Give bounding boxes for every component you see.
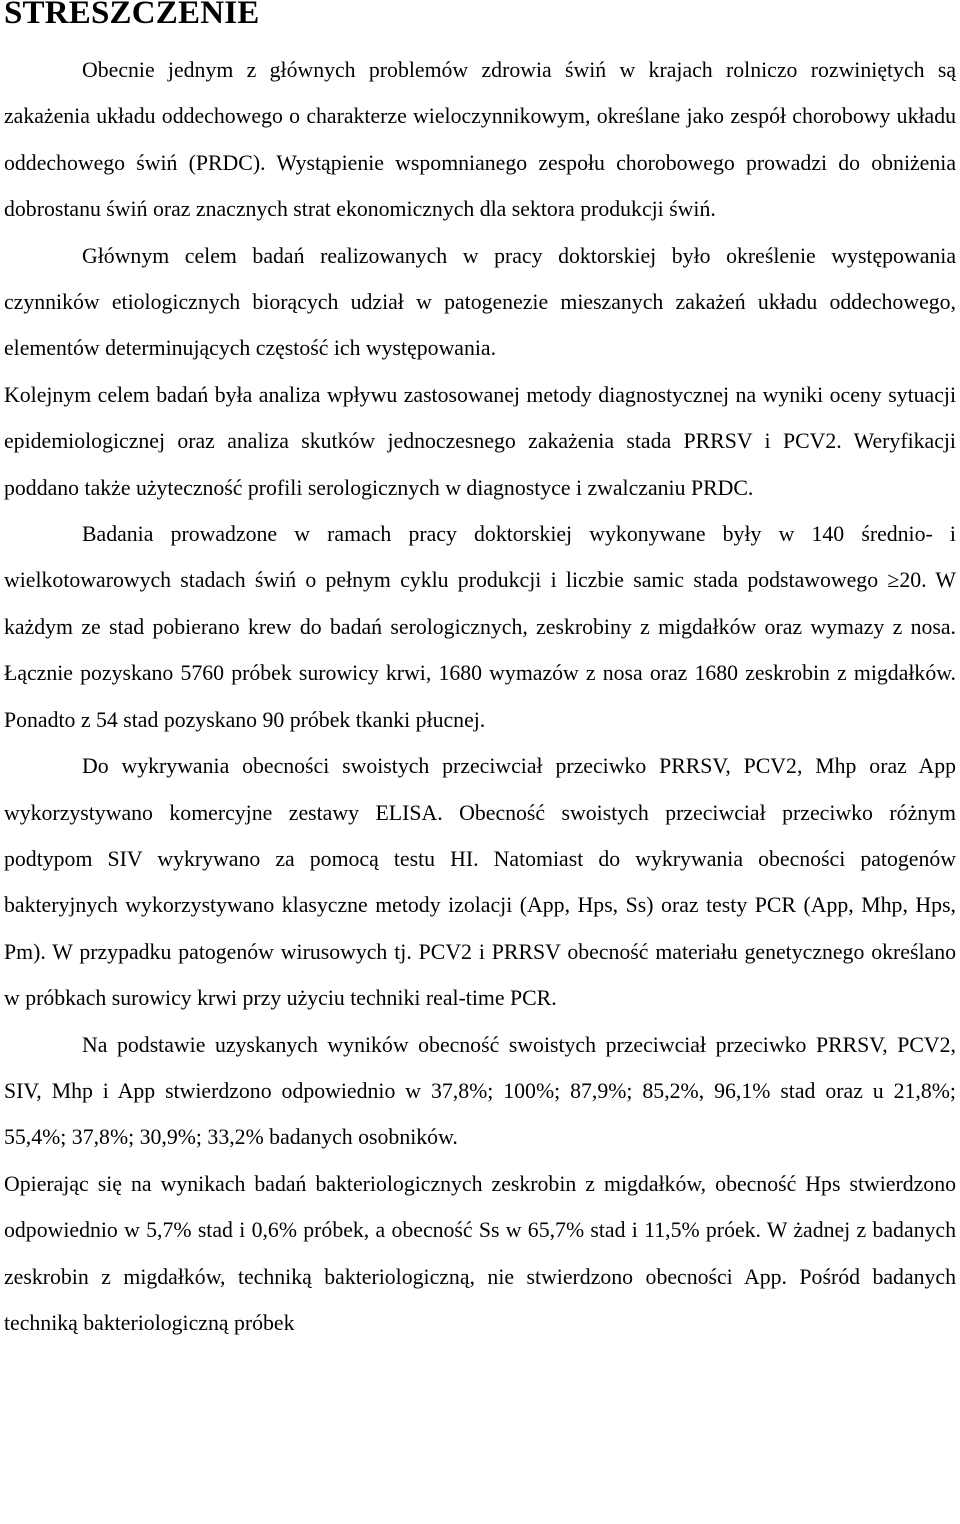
paragraph-study-material: Badania prowadzone w ramach pracy doktorskiej wykonywane były w 140 średnio- i wielkotowarowych stadach świń o pełnym cyklu produkcji i liczbie samic stada podstawowego ≥20. W każdym ze stad pobierano krew do badań serologicznych, zeskrobiny z migdałków oraz wymazy z nosa. Łącznie pozyskano 5760 próbek surowicy krwi, 1680 wymazów z nosa oraz 1680 zeskrobin z migdałków. Ponadto z 54 stad pozyskano 90 próbek tkanki płucnej. bbox=[4, 522, 956, 732]
paragraph-methods: Do wykrywania obecności swoistych przeciwciał przeciwko PRRSV, PCV2, Mhp oraz App wykorzystywano komercyjne zestawy ELISA. Obecność swoistych przeciwciał przeciwko różnym podtypom SIV wykrywano za pomocą testu HI. Natomiast do wykrywania obecności patogenów bakteryjnych wykorzystywano klasyczne metody izolacji (App, Hps, Ss) oraz testy PCR (App, Mhp, Hps, Pm). W przypadku patogenów wirusowych tj. PCV2 i PRRSV obecność materiału genetycznego określano w próbkach surowicy krwi przy użyciu techniki real-time PCR. bbox=[4, 754, 956, 1011]
paragraph-bacteriology-results: Opierając się na wynikach badań bakteriologicznych zeskrobin z migdałków, obecność Hps stwierdzono odpowiednio w 5,7% stad i 0,6% próbek, a obecność Ss w 65,7% stad i 11,5% próek. W żadnej z badanych zeskrobin z migdałków, techniką bakteriologiczną, nie stwierdzono obecności App. Pośród badanych techniką bakteriologiczną próbek bbox=[4, 1171, 956, 1335]
paragraph-further-goal: Kolejnym celem badań była analiza wpływu zastosowanej metody diagnostycznej na wyniki oceny sytuacji epidemiologicznej oraz analiza skutków jednoczesnego zakażenia stada PRRSV i PCV2. Weryfikacji poddano także użyteczność profili serologicznych w diagnostyce i zwalczaniu PRDC. bbox=[4, 382, 956, 500]
document-title: STRESZCZENIE bbox=[4, 0, 260, 31]
document-page bbox=[4, 0, 956, 1524]
paragraph-intro: Obecnie jednym z głównych problemów zdrowia świń w krajach rolniczo rozwiniętych są zakażenia układu oddechowego o charakterze wieloczynnikowym, określane jako zespół chorobowy układu oddechowego świń (PRDC). Wystąpienie wspomnianego zespołu chorobowego prowadzi do obniżenia dobrostanu świń oraz znacznych strat ekonomicznych dla sektora produkcji świń. bbox=[4, 58, 956, 222]
paragraph-main-goal: Głównym celem badań realizowanych w pracy doktorskiej było określenie występowania czynników etiologicznych biorących udział w patogenezie mieszanych zakażeń układu oddechowego, elementów determinujących częstość ich występowania. bbox=[4, 243, 956, 361]
paragraph-serology-results: Na podstawie uzyskanych wyników obecność swoistych przeciwciał przeciwko PRRSV, PCV2, SIV, Mhp i App stwierdzono odpowiednio w 37,8%; 100%; 87,9%; 85,2%, 96,1% stad oraz u 21,8%; 55,4%; 37,8%; 30,9%; 33,2% badanych osobników. bbox=[4, 1032, 956, 1150]
document-body bbox=[4, 47, 956, 1346]
